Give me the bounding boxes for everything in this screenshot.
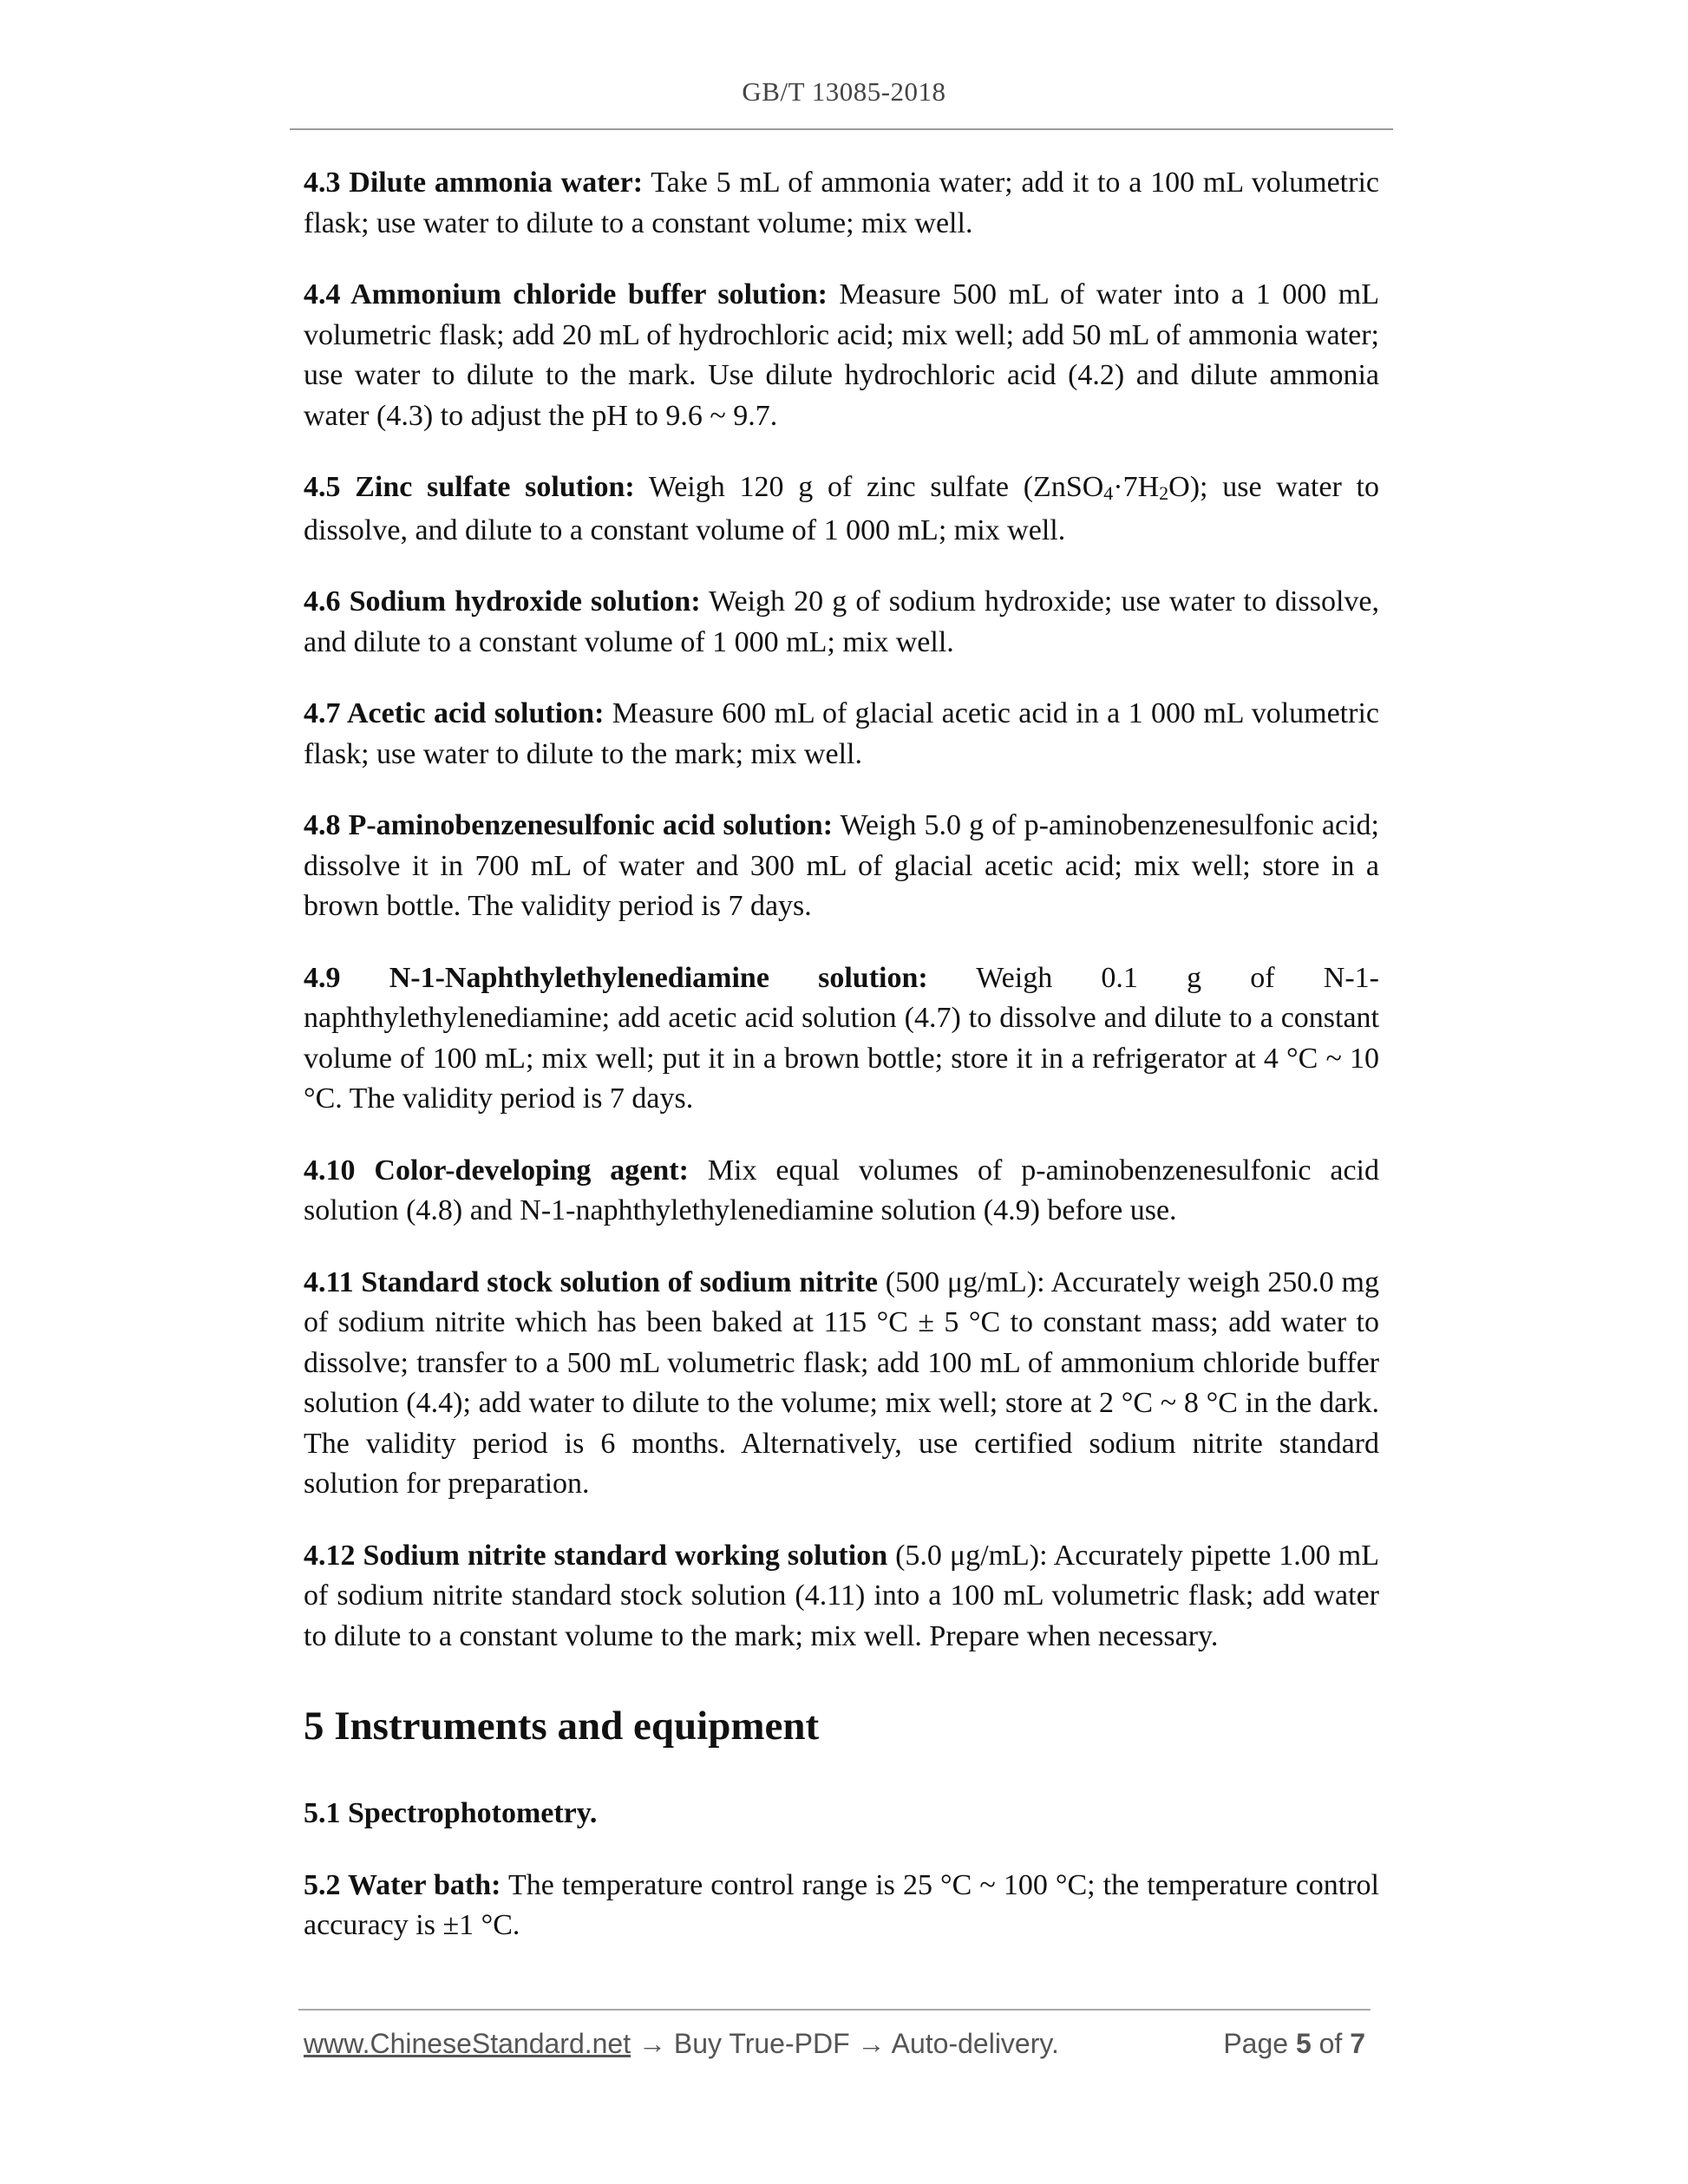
page-header: GB/T 13085-2018 [742, 76, 946, 107]
clause-4-4 [304, 275, 1379, 436]
clause-text: (500 μg/mL): Accurately weigh 250.0 mg of sodium nitrite which has been baked at 115 °C ± 5 °C to constant mass; add water to dissolve; transfer to a 500 mL volumetric flask; add 100 mL of ammonium chloride buffer solution (4.4); add water to dilute to the volume; mix well; store at 2 °C ~ 8 °C in the dark. The validity period is 6 months. Alternatively, use certified sodium nitrite standard solution for preparation. [304, 1265, 1380, 1500]
current-page: 5 [1295, 2028, 1312, 2059]
clause-4-5 [304, 468, 1379, 551]
clause-title: 4.9 N-1-Naphthylethylenediamine solution: [304, 961, 928, 994]
footer-promo-text: → Buy True-PDF → Auto-delivery. [631, 2028, 1059, 2059]
subscript: 4 [1103, 482, 1114, 504]
clause-title: 5.2 Water bath: [304, 1868, 501, 1901]
page-footer [304, 2028, 1371, 2066]
clause-title: 4.12 Sodium nitrite standard working solution [304, 1539, 888, 1572]
clause-title: 4.3 Dilute ammonia water: [304, 167, 644, 199]
header-divider [290, 128, 1393, 130]
clause-4-11 [304, 1263, 1379, 1505]
clause-text: (5.0 μg/mL): Accurately pipette 1.00 mL of sodium nitrite standard stock solution (4.11) into a 100 mL volumetric flask; add water to dilute to a constant volume to the mark; mix well. Prepare when necessary. [304, 1539, 1379, 1652]
clause-text: O); use water to dissolve, and dilute to a constant volume of 1 000 mL; mix well. [304, 471, 1379, 546]
clause-title: 4.4 Ammonium chloride buffer solution: [304, 278, 828, 311]
clause-4-12 [304, 1536, 1379, 1658]
clause-text: Weigh 5.0 g of p-aminobenzenesulfonic acid; dissolve it in 700 mL of water and 300 mL of glacial acetic acid; mix well; store in a brown bottle. The validity period is 7 days. [304, 809, 1379, 922]
footer-promo [304, 2028, 1059, 2060]
clause-title: 4.8 P-aminobenzenesulfonic acid solution: [304, 809, 834, 841]
clause-text: Mix equal volumes of p-aminobenzenesulfonic acid solution (4.8) and N-1-naphthylethylenediamine solution (4.9) before use. [304, 1154, 1379, 1226]
page-of-label: of [1311, 2028, 1351, 2059]
clause-4-10 [304, 1151, 1379, 1232]
clause-title: 4.5 Zinc sulfate solution: [304, 471, 635, 503]
clause-title: 4.6 Sodium hydroxide solution: [304, 585, 701, 618]
clause-5-2 [304, 1866, 1379, 1946]
clause-text: Weigh 0.1 g of N-1-naphthylethylenediamine; add acetic acid solution (4.7) to dissolve and dilute to a constant volume of 100 mL; mix well; put it in a brown bottle; store it in a refrigerator at 4 °C ~ 10 °C. The validity period is 7 days. [304, 961, 1380, 1115]
clause-title: 4.10 Color-developing agent: [304, 1154, 689, 1187]
clause-4-9 [304, 958, 1379, 1120]
clause-text: Weigh 120 g of zinc sulfate (ZnSO [634, 471, 1104, 503]
clause-title: 4.11 Standard stock solution of sodium nitrite [304, 1265, 878, 1298]
page-number [1223, 2028, 1365, 2060]
clause-text: Take 5 mL of ammonia water; add it to a 100 mL volumetric flask; use water to dilute to a constant volume; mix well. [304, 167, 1379, 239]
clause-4-6 [304, 582, 1379, 663]
clause-text: Weigh 20 g of sodium hydroxide; use water to dissolve, and dilute to a constant volume of 1 000 mL; mix well. [304, 585, 1379, 658]
website-link[interactable]: www.ChineseStandard.net [304, 2028, 631, 2059]
subscript: 2 [1159, 482, 1169, 504]
clause-4-8 [304, 806, 1379, 927]
document-body [304, 163, 1379, 1978]
clause-text: ·7H [1113, 471, 1160, 503]
clause-text: The temperature control range is 25 °C ~ 100 °C; the temperature control accuracy is ±1 °C. [304, 1868, 1379, 1941]
total-pages: 7 [1350, 2028, 1365, 2059]
page-label: Page [1223, 2028, 1296, 2059]
clause-5-1: 5.1 Spectrophotometry. [304, 1797, 598, 1829]
clause-4-3 [304, 163, 1379, 244]
clause-text: Measure 600 mL of glacial acetic acid in a 1 000 mL volumetric flask; use water to dilute to the mark; mix well. [304, 697, 1379, 770]
footer-divider [298, 2009, 1371, 2011]
clause-4-7 [304, 694, 1379, 775]
clause-text: Measure 500 mL of water into a 1 000 mL volumetric flask; add 20 mL of hydrochloric acid; mix well; add 50 mL of ammonia water; use water to dilute to the mark. Use dilute hydrochloric acid (4.2) and dilute ammonia water (4.3) to adjust the pH to 9.6 ~ 9.7. [304, 278, 1379, 432]
clause-title: 4.7 Acetic acid solution: [304, 697, 605, 729]
section-heading: 5 Instruments and equipment [304, 1703, 820, 1749]
